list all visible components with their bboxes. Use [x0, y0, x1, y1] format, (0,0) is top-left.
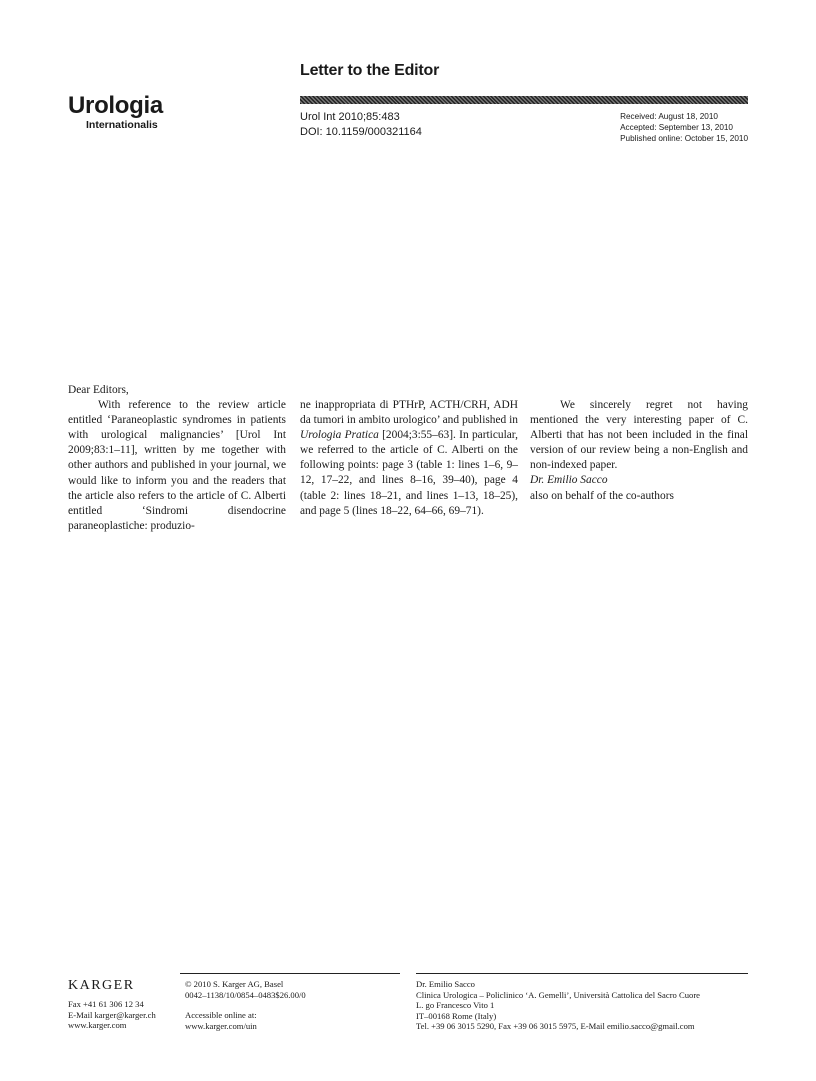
section-title: Letter to the Editor	[300, 62, 440, 79]
issn-line: 0042–1138/10/0854–0483$26.00/0	[185, 989, 306, 1000]
text-run: [2004;3:55–63]. In particular, we referred to the article of C. Alberti on the following points: page 3 (table 1: lines 1–6, 9–12, 17–22, and lines 8–16, 39–40), page 4 (table 2: lines 18–21, and lines 1–13, 18–25), and page 5 (lines 18–22, 64–66, 69–71).	[300, 429, 518, 517]
author-city: IT–00168 Rome (Italy)	[416, 1010, 497, 1021]
copyright-line: © 2010 S. Karger AG, Basel	[185, 979, 284, 989]
salutation: Dear Editors,	[68, 384, 129, 396]
footer-rule-right	[416, 973, 748, 974]
dates-block	[620, 111, 748, 144]
author-phone-email: Tel. +39 06 3015 5290, Fax +39 06 3015 5975, E-Mail emilio.sacco@gmail.com	[416, 1021, 695, 1032]
paragraph-2: We sincerely regret not having mentioned the very interesting paper of C. Alberti that has not been included in the final version of our review being a non-English and non-indexed paper.	[530, 399, 748, 472]
body-column-3	[530, 398, 748, 504]
publisher-email: E-Mail karger@karger.ch	[68, 1009, 156, 1020]
access-label: Accessible online at:	[185, 1010, 257, 1020]
author-institution: Clinica Urologica – Policlinico ‘A. Gemelli’, Università Cattolica del Sacro Cuore	[416, 989, 700, 1000]
access-url: www.karger.com/uin	[185, 1020, 257, 1031]
header-hatch-bar	[300, 96, 748, 104]
text-run: ne inappropriata di PTHrP, ACTH/CRH, ADH da tumori in ambito urologico’ and published in	[300, 399, 518, 427]
journal-name: Urologia	[68, 92, 163, 119]
journal-title-italic: Urologia Pratica	[300, 429, 379, 442]
journal-subtitle: Internationalis	[86, 119, 158, 131]
body-column-2	[300, 398, 518, 519]
accepted-date: Accepted: September 13, 2010	[620, 123, 733, 132]
access-block	[185, 1010, 257, 1031]
published-date: Published online: October 15, 2010	[620, 134, 748, 143]
footer-rule-left	[180, 973, 400, 974]
copyright-block	[185, 979, 306, 1000]
received-date: Received: August 18, 2010	[620, 112, 718, 121]
paragraph-1-continued	[300, 398, 518, 519]
publisher-fax: Fax +41 61 306 12 34	[68, 999, 144, 1009]
doi-line: DOI: 10.1159/000321164	[300, 126, 422, 138]
author-address	[416, 979, 700, 1032]
author-street: L. go Francesco Vito 1	[416, 1000, 495, 1011]
publisher-logo: KARGER	[68, 978, 135, 993]
signature-name: Dr. Emilio Sacco	[530, 474, 608, 487]
signature-role: also on behalf of the co-authors	[530, 489, 674, 502]
citation-line: Urol Int 2010;85:483	[300, 111, 400, 123]
journal-logo	[68, 93, 163, 131]
publisher-website: www.karger.com	[68, 1020, 127, 1031]
author-name: Dr. Emilio Sacco	[416, 979, 475, 989]
publisher-contact	[68, 999, 156, 1031]
body-column-1	[68, 383, 286, 534]
citation-block	[300, 110, 422, 140]
paragraph-1: With reference to the review article entitled ‘Paraneoplastic syndromes in patients with urological malignancies’ [Urol Int 2009;83:1–11], written by me together with other authors and published in your journal, we would like to inform you and the readers that the article also refers to the article of C. Alberti entitled ‘Sindromi disendocrine paraneoplastiche: produzio-	[68, 399, 286, 532]
